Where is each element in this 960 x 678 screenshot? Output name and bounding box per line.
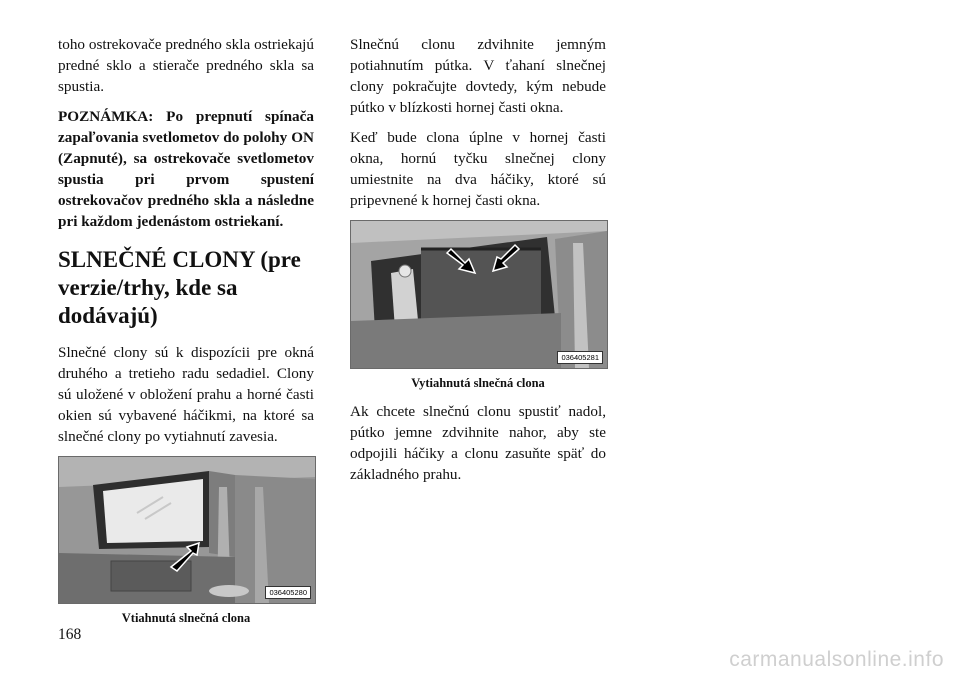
right-column [350,34,606,494]
figure-caption-extended: Vytiahnutá slnečná clona [411,376,545,390]
figure-retracted-sunshade [58,456,316,604]
figure-extended-sunshade [350,220,608,369]
left-column [58,34,314,636]
figure-code: 036405281 [557,351,603,364]
paragraph-attach-hooks: Keď bude clona úplne v hornej časti okna, hornú tyčku slnečnej clony umiestnite na dva háčiky, ktoré sú pripevnené k hornej časti okna. [350,129,606,209]
paragraph-sunshades-intro: Slnečné clony sú k dispozícii pre okná druhého a tretieho radu sedadiel. Clony sú uložené v obložení prahu a horné časti okien sú vybavené háčikmi, na ktoré sa slnečné clony po vytiahnutí zavesia. [58,344,314,445]
watermark-text: carmanualsonline.info [729,648,944,671]
section-heading-sunshades: SLNEČNÉ CLONY (pre verzie/trhy, kde sa dodávajú) [58,247,301,328]
note-headlamp-washers: POZNÁMKA: Po prepnutí spínača zapaľovania svetlometov do polohy ON (Zapnuté), sa ostrekovače svetlometov spustia pri prvom spustení ostrekovačov predného skla a následne pri každom jedenástom ostriekaní. [58,108,314,230]
paragraph-washer-continued: toho ostrekovače predného skla ostriekajú predné sklo a stierače predného skla sa spustia. [58,36,314,95]
retracted-sunshade-illustration [59,457,315,603]
figure-code: 036405280 [265,586,311,599]
figure-caption-retracted: Vtiahnutá slnečná clona [121,611,251,625]
paragraph-lower-sunshade: Ak chcete slnečnú clonu spustiť nadol, pútko jemne zdvihnite nahor, aby ste odpojili háčiky a clonu zasuňte späť do základného prahu. [350,403,606,483]
page-number: 168 [58,626,82,643]
paragraph-pull-sunshade: Slnečnú clonu zdvihnite jemným potiahnutím pútka. V ťahaní slnečnej clony pokračujte dovtedy, kým nebude pútko v blízkosti hornej časti okna. [350,36,606,116]
extended-sunshade-illustration [351,221,607,368]
